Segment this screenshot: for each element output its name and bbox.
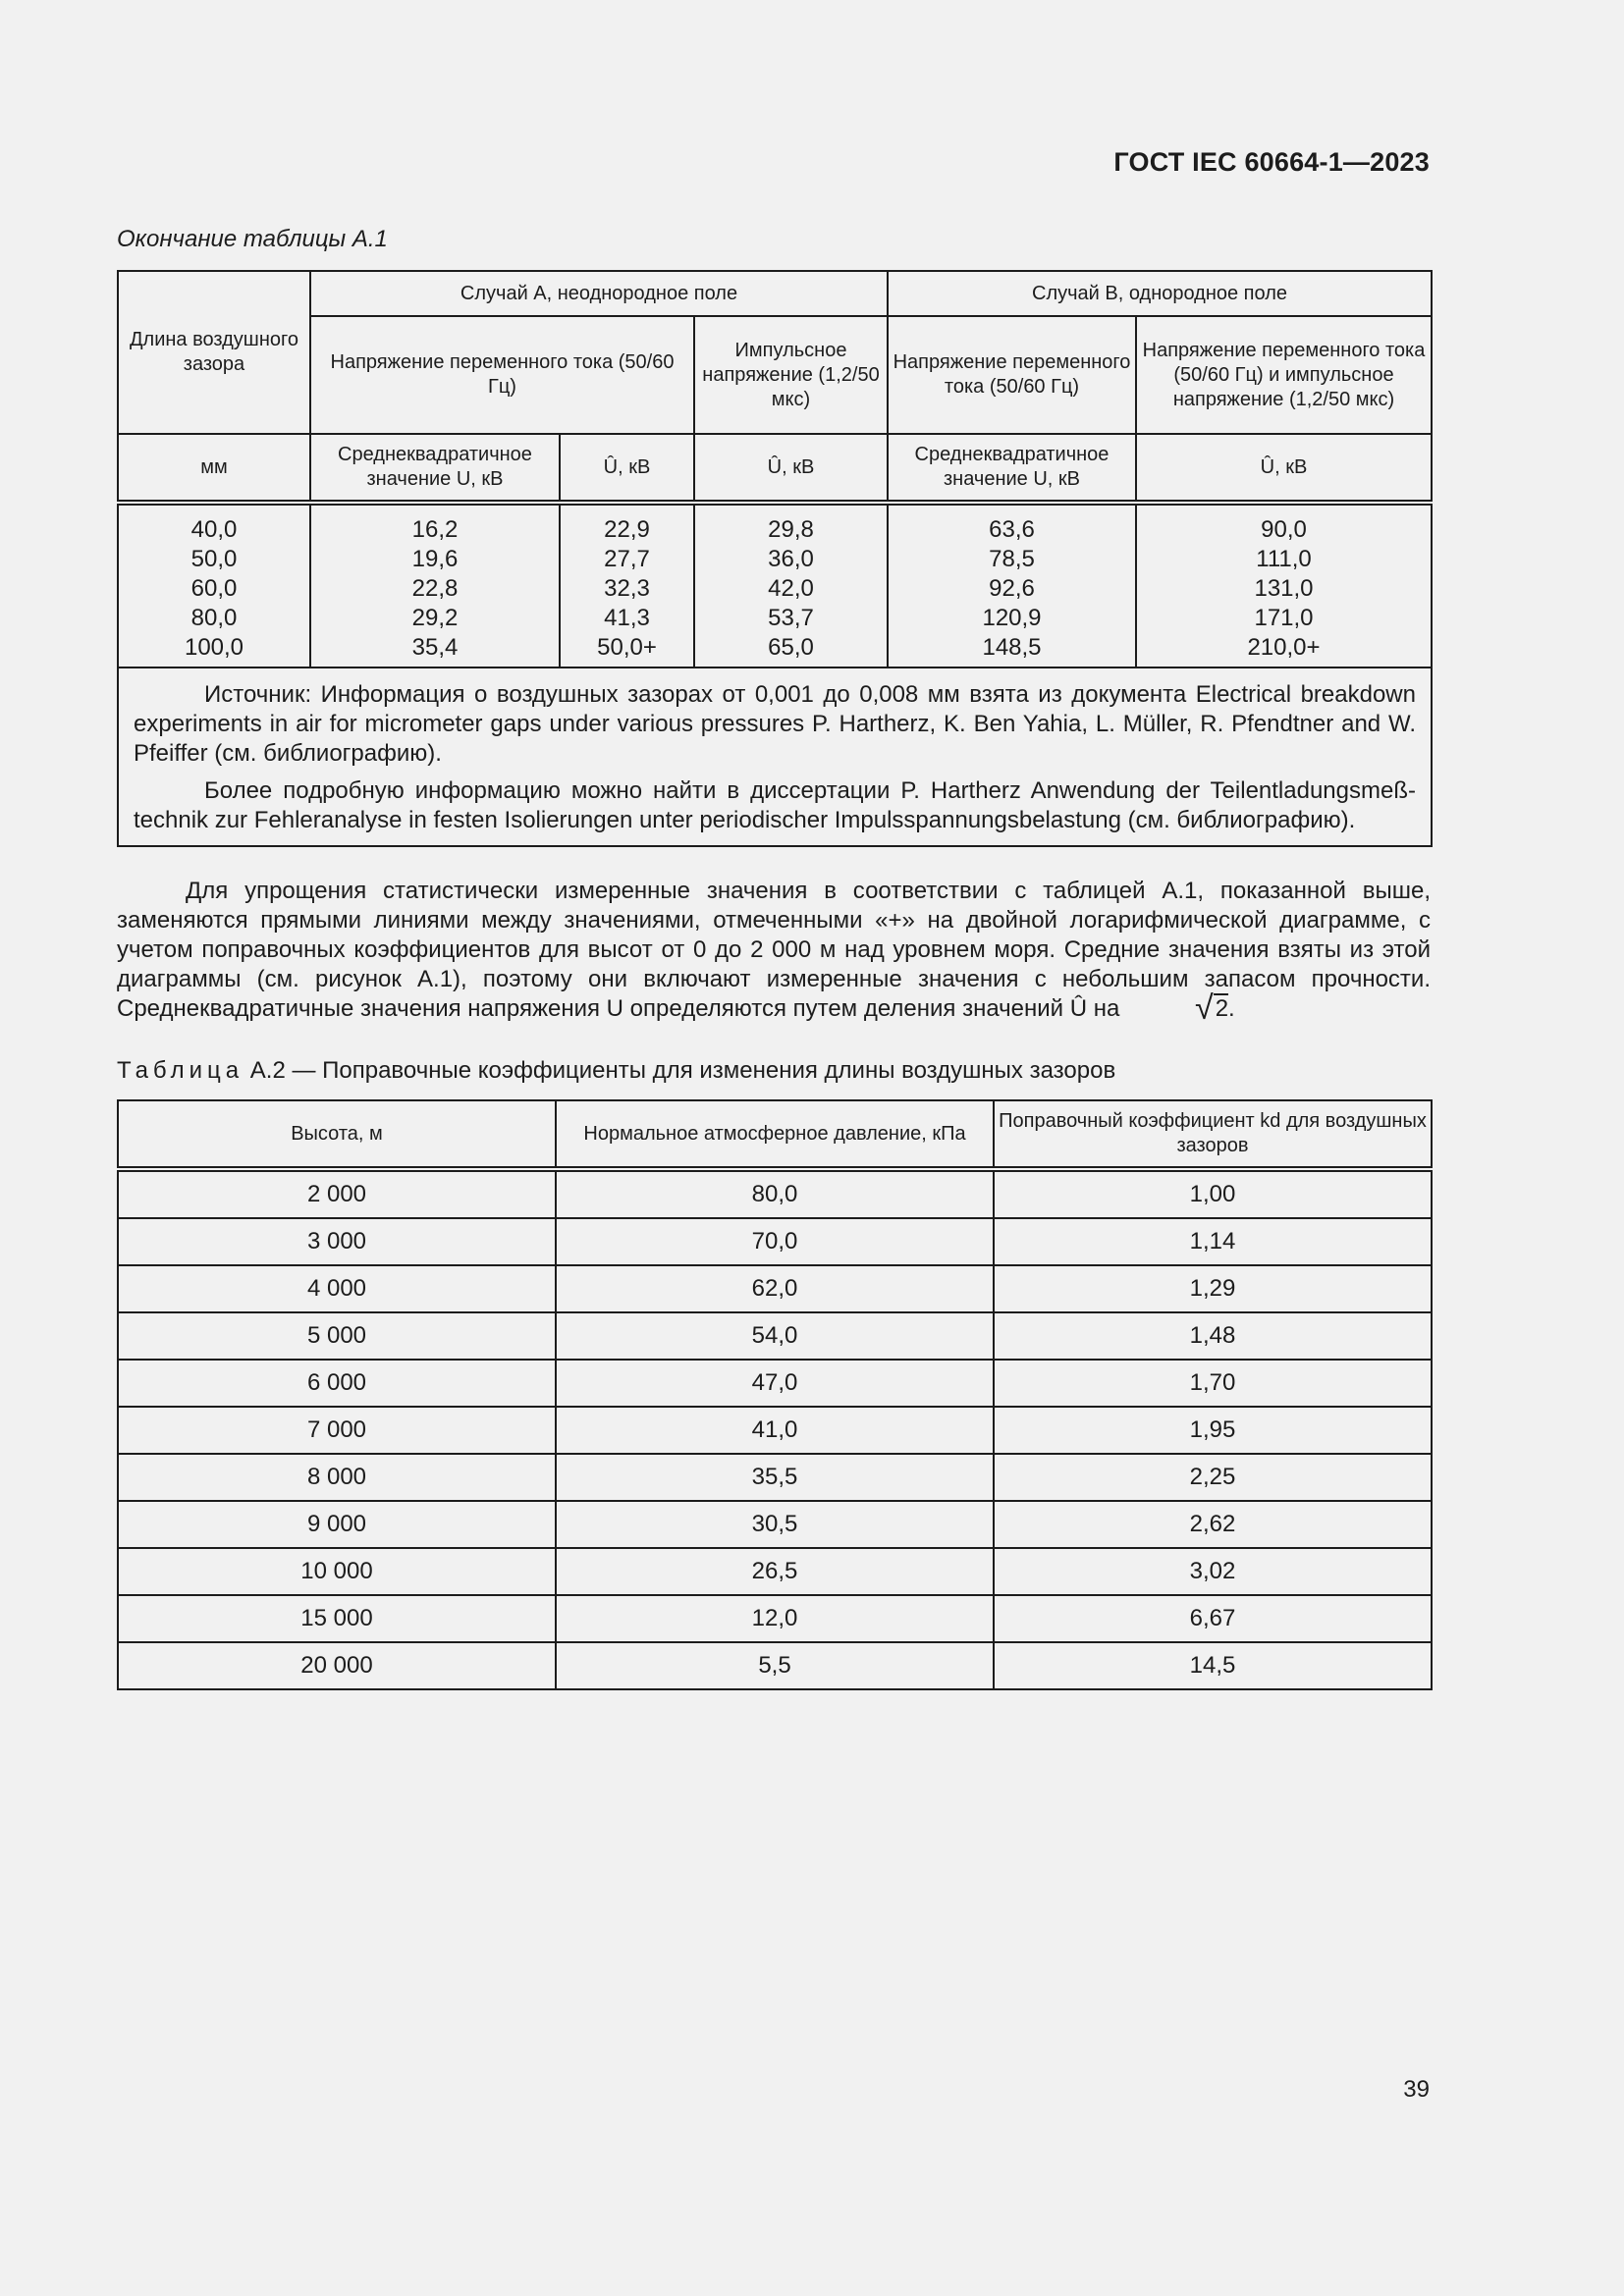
- table-row: [118, 1642, 1432, 1689]
- pressure-cell: 12,0: [556, 1595, 994, 1642]
- cell: 171,0: [1254, 605, 1314, 631]
- table-a2-caption: [117, 1057, 1115, 1085]
- data-column-peak-b: [1136, 503, 1432, 667]
- cell: 100,0: [184, 634, 244, 661]
- cell: 80,0: [190, 605, 238, 631]
- altitude-cell: 10 000: [118, 1548, 556, 1595]
- pressure-cell: 41,0: [556, 1407, 994, 1454]
- table-row: [118, 1312, 1432, 1360]
- sqrt-argument: 2: [1215, 995, 1229, 1022]
- altitude-cell: 6 000: [118, 1360, 556, 1407]
- cell: 41,3: [604, 605, 650, 631]
- table-a2-caption-label: Таблица: [117, 1057, 244, 1084]
- cell: 78,5: [989, 546, 1035, 572]
- pressure-cell: 70,0: [556, 1218, 994, 1265]
- data-column-rms-b: [888, 503, 1136, 667]
- factor-cell: 1,14: [994, 1218, 1432, 1265]
- cell: 63,6: [989, 516, 1035, 543]
- cell: 92,6: [989, 575, 1035, 602]
- cell: 111,0: [1256, 546, 1312, 572]
- data-column-peak-a-ac: [560, 503, 694, 667]
- cell: 27,7: [604, 546, 650, 572]
- header-rms-case-b: Среднеквадратичное значение U, кВ: [888, 434, 1136, 503]
- header-case-b: Случай В, однородное поле: [888, 271, 1432, 316]
- sqrt-symbol: √: [1195, 989, 1214, 1027]
- factor-cell: 1,48: [994, 1312, 1432, 1360]
- header-pressure: Нормальное атмосферное давление, кПа: [556, 1100, 994, 1169]
- altitude-cell: 5 000: [118, 1312, 556, 1360]
- cell: 35,4: [411, 634, 459, 661]
- pressure-cell: 5,5: [556, 1642, 994, 1689]
- factor-cell: 6,67: [994, 1595, 1432, 1642]
- table-row: [118, 1595, 1432, 1642]
- table-row: [118, 1548, 1432, 1595]
- header-case-b-ac-voltage: Напряжение переменного тока (50/60 Гц): [888, 316, 1136, 434]
- table-a2-caption-text: А.2 — Поправочные коэффициенты для изменения длины воздушных зазоров: [249, 1057, 1116, 1084]
- altitude-cell: 2 000: [118, 1169, 556, 1218]
- cell: 40,0: [190, 516, 238, 543]
- table-a1-data-row: [118, 503, 1432, 667]
- header-air-gap-length: Длина воздушного зазора: [118, 271, 310, 434]
- table-row: [118, 1407, 1432, 1454]
- altitude-cell: 3 000: [118, 1218, 556, 1265]
- cell: 32,3: [604, 575, 650, 602]
- factor-cell: 1,70: [994, 1360, 1432, 1407]
- dissertation-note: Более подробную информацию можно найти в диссертации P. Hartherz Anwendung der Teilentladungsmeß-technik zur Fehleranalyse in festen Isolierungen unter periodischer Impulsspannungsbelastung (см. библиографию).: [134, 777, 1416, 833]
- factor-cell: 3,02: [994, 1548, 1432, 1595]
- header-unit-mm: мм: [118, 434, 310, 503]
- header-peak-case-a-ac: Û, кВ: [560, 434, 694, 503]
- data-column-air-gap: [118, 503, 310, 667]
- table-a2: [117, 1099, 1433, 1690]
- cell: 36,0: [768, 546, 814, 572]
- cell: 16,2: [411, 516, 459, 543]
- cell: 148,5: [982, 634, 1042, 661]
- cell: 131,0: [1254, 575, 1314, 602]
- header-rms-case-a: Среднеквадратичное значение U, кВ: [310, 434, 560, 503]
- cell: 42,0: [768, 575, 814, 602]
- cell: 50,0+: [597, 634, 657, 661]
- header-peak-case-a-impulse: Û, кВ: [694, 434, 888, 503]
- cell: 90,0: [1261, 516, 1307, 543]
- table-row: [118, 1169, 1432, 1218]
- pressure-cell: 30,5: [556, 1501, 994, 1548]
- body-paragraph-text: Для упрощения статистически измеренные значения в соответствии с таблицей А.1, показанной выше, заменяются прямыми линиями между значениями, отмеченными «+» на двойной логарифмической диаграмме, с учетом поправочных коэффициентов для высот от 0 до 2 000 м над уровнем моря. Средние значения взяты из этой диаграммы (см. рисунок А.1), поэтому они включают измеренные значения с небольшим запасом прочности. Среднеквадратичные значения напряжения U определяются путем деления значений Û на: [117, 878, 1431, 1022]
- pressure-cell: 26,5: [556, 1548, 994, 1595]
- pressure-cell: 54,0: [556, 1312, 994, 1360]
- altitude-cell: 20 000: [118, 1642, 556, 1689]
- pressure-cell: 47,0: [556, 1360, 994, 1407]
- altitude-cell: 15 000: [118, 1595, 556, 1642]
- data-column-rms-a: [310, 503, 560, 667]
- header-case-a-ac-voltage: Напряжение переменного тока (50/60 Гц): [310, 316, 694, 434]
- cell: 210,0+: [1247, 634, 1321, 661]
- factor-cell: 1,95: [994, 1407, 1432, 1454]
- body-paragraph: [117, 877, 1431, 1027]
- altitude-cell: 4 000: [118, 1265, 556, 1312]
- cell: 22,8: [411, 575, 459, 602]
- factor-cell: 1,00: [994, 1169, 1432, 1218]
- paragraph-end: .: [1228, 995, 1235, 1022]
- altitude-cell: 8 000: [118, 1454, 556, 1501]
- pressure-cell: 80,0: [556, 1169, 994, 1218]
- header-peak-case-b: Û, кВ: [1136, 434, 1432, 503]
- cell: 22,9: [604, 516, 650, 543]
- table-a1: [117, 270, 1433, 847]
- header-case-a-impulse-voltage: Импульсное напряжение (1,2/50 мкс): [694, 316, 888, 434]
- header-altitude: Высота, м: [118, 1100, 556, 1169]
- cell: 19,6: [411, 546, 459, 572]
- source-note: Источник: Информация о воздушных зазорах от 0,001 до 0,008 мм взята из документа Electrical breakdown experiments in air for micrometer gaps under various pressures P. Hartherz, K. Ben Yahia, L. Müller, R. Pfendtner and W. Pfeiffer (см. библиографию).: [134, 681, 1416, 767]
- table-a1-notes: [118, 667, 1432, 846]
- cell: 50,0: [190, 546, 238, 572]
- altitude-cell: 7 000: [118, 1407, 556, 1454]
- table-row: [118, 1360, 1432, 1407]
- page-number: 39: [1403, 2076, 1430, 2103]
- header-case-b-ac-impulse-voltage: Напряжение переменного тока (50/60 Гц) и импульсное напряжение (1,2/50 мкс): [1136, 316, 1432, 434]
- factor-cell: 2,62: [994, 1501, 1432, 1548]
- document-id: ГОСТ IEC 60664-1—2023: [1113, 147, 1430, 177]
- cell: 53,7: [768, 605, 814, 631]
- table-row: [118, 1501, 1432, 1548]
- cell: 60,0: [190, 575, 238, 602]
- cell: 29,8: [768, 516, 814, 543]
- table-a1-caption: Окончание таблицы А.1: [117, 226, 388, 252]
- data-column-peak-a-impulse: [694, 503, 888, 667]
- pressure-cell: 62,0: [556, 1265, 994, 1312]
- cell: 120,9: [982, 605, 1042, 631]
- factor-cell: 2,25: [994, 1454, 1432, 1501]
- table-row: [118, 1265, 1432, 1312]
- factor-cell: 1,29: [994, 1265, 1432, 1312]
- cell: 65,0: [768, 634, 814, 661]
- table-row: [118, 1454, 1432, 1501]
- header-case-a: Случай А, неоднородное поле: [310, 271, 888, 316]
- table-row: [118, 1218, 1432, 1265]
- header-correction-factor: Поправочный коэффициент kd для воздушных зазоров: [994, 1100, 1432, 1169]
- altitude-cell: 9 000: [118, 1501, 556, 1548]
- factor-cell: 14,5: [994, 1642, 1432, 1689]
- cell: 29,2: [411, 605, 459, 631]
- pressure-cell: 35,5: [556, 1454, 994, 1501]
